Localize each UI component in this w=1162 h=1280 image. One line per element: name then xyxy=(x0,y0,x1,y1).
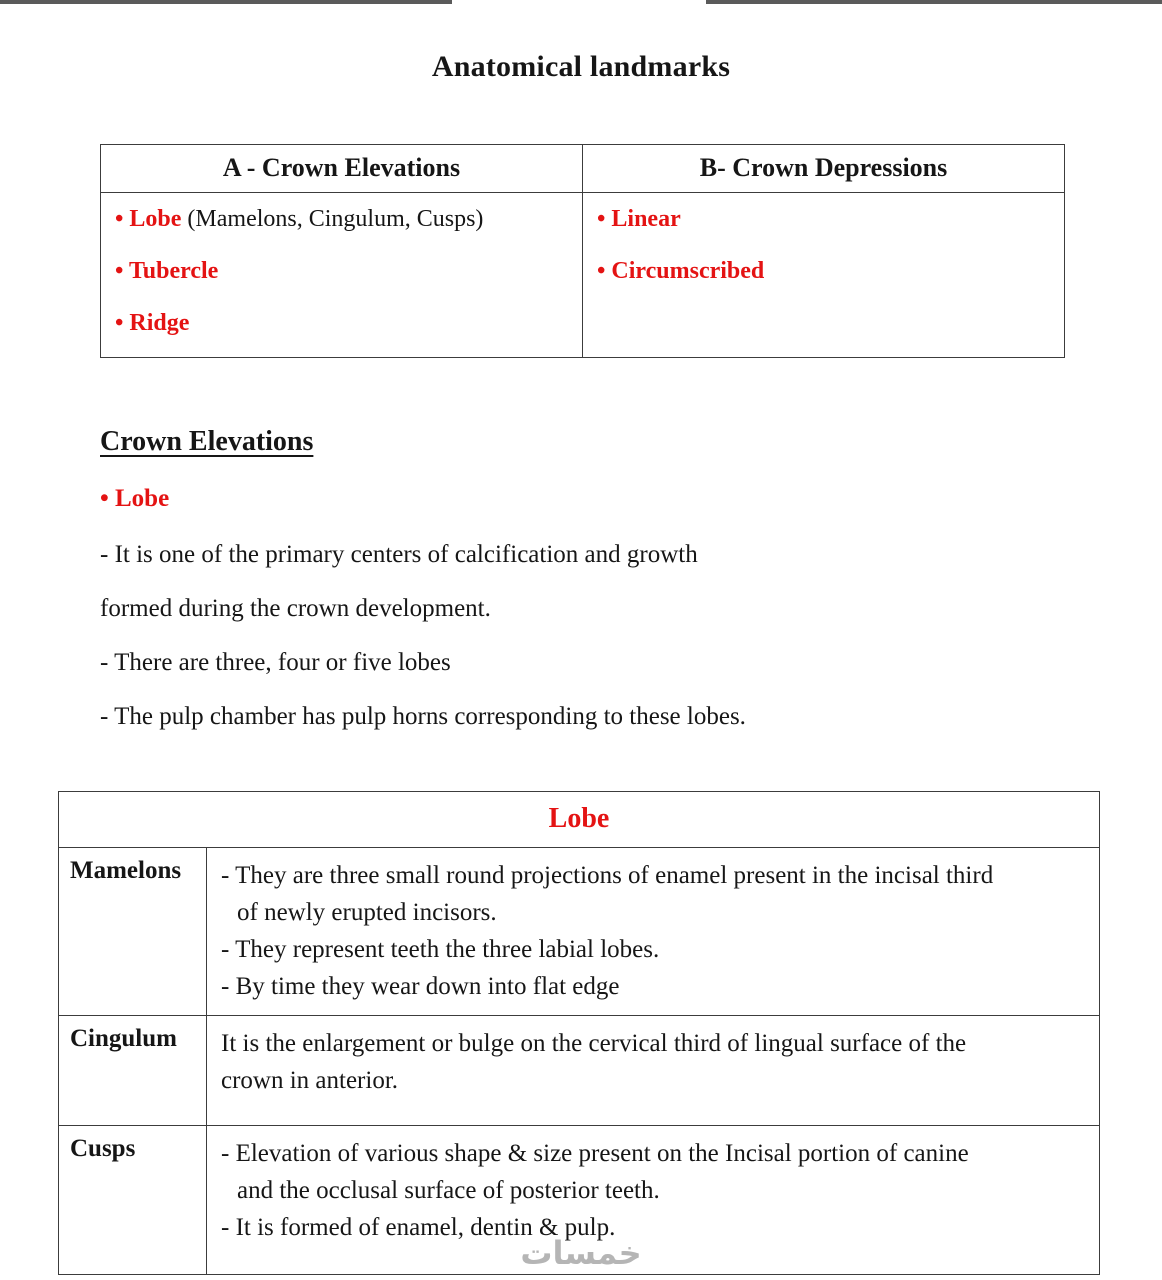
summary-body-row xyxy=(101,193,1065,358)
table-row-mamelons xyxy=(59,848,1100,1016)
list-item-tubercle xyxy=(115,258,568,285)
desc-line: - They are three small round projections of enamel present in the incisal third xyxy=(221,862,994,889)
term-cell-mamelons: Mamelons xyxy=(59,848,207,1016)
section-heading: Crown Elevations xyxy=(100,426,314,457)
paragraph-line: - There are three, four or five lobes xyxy=(100,649,451,676)
term-cell-cingulum: Cingulum xyxy=(59,1016,207,1126)
lobe-table-title: Lobe xyxy=(59,792,1100,848)
page-title: Anatomical landmarks xyxy=(431,50,731,83)
paragraph-line: formed during the crown development. xyxy=(100,595,491,622)
desc-cell-cingulum xyxy=(207,1016,1100,1126)
list-item-lobe-label: • Lobe xyxy=(115,206,182,232)
list-item-circumscribed-label: • Circumscribed xyxy=(597,258,765,284)
desc-line: It is the enlargement or bulge on the cervical third of lingual surface of the xyxy=(221,1030,967,1057)
crown-depressions-cell xyxy=(583,193,1065,358)
paragraph-line: - It is one of the primary centers of calcification and growth xyxy=(100,541,698,568)
crown-elevations-section xyxy=(100,358,1082,729)
list-item-circumscribed xyxy=(597,258,1050,285)
list-item-linear xyxy=(597,206,1050,233)
crown-elevations-cell xyxy=(101,193,583,358)
desc-line: - They represent teeth the three labial lobes. xyxy=(221,936,660,963)
table-row-cingulum xyxy=(59,1016,1100,1126)
list-item-lobe-note: (Mamelons, Cingulum, Cusps) xyxy=(181,206,484,232)
scan-artifact-right xyxy=(706,0,1162,4)
list-item-lobe xyxy=(115,206,568,233)
list-item-tubercle-label: • Tubercle xyxy=(115,258,219,284)
list-item-ridge-label: • Ridge xyxy=(115,310,190,336)
scan-artifact-left xyxy=(0,0,452,4)
list-item-linear-label: • Linear xyxy=(597,206,681,232)
crown-summary-table xyxy=(100,144,1065,358)
summary-header-row xyxy=(101,145,1065,193)
desc-line: - It is formed of enamel, dentin & pulp. xyxy=(221,1214,616,1241)
col-b-header: B- Crown Depressions xyxy=(583,145,1065,193)
desc-line: - By time they wear down into flat edge xyxy=(221,973,620,1000)
list-item-ridge xyxy=(115,310,568,337)
col-a-header: A - Crown Elevations xyxy=(101,145,583,193)
desc-cell-cusps xyxy=(207,1126,1100,1275)
lobe-subheading: • Lobe xyxy=(100,485,170,512)
lobe-detail-table xyxy=(58,791,1100,1275)
desc-line: - Elevation of various shape & size present on the Incisal portion of canine xyxy=(221,1140,969,1167)
desc-line: and the occlusal surface of posterior teeth. xyxy=(237,1177,660,1204)
desc-cell-mamelons xyxy=(207,848,1100,1016)
desc-line: crown in anterior. xyxy=(221,1067,399,1094)
paragraph-line: - The pulp chamber has pulp horns corresponding to these lobes. xyxy=(100,703,746,730)
khamsat-watermark: خمسات xyxy=(520,1234,642,1272)
term-cell-cusps: Cusps xyxy=(59,1126,207,1275)
desc-line: of newly erupted incisors. xyxy=(237,899,497,926)
lobe-title-row xyxy=(59,792,1100,848)
